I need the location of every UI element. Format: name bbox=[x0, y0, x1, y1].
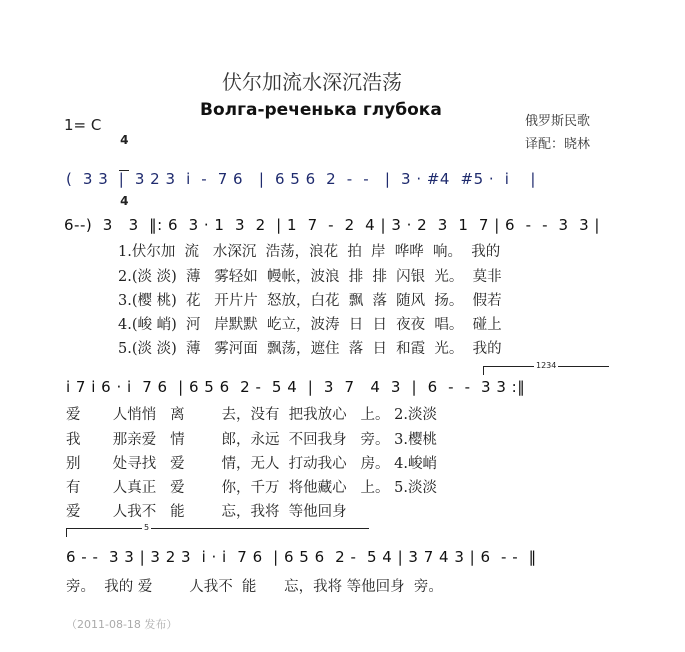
key-signature: 1= C bbox=[64, 116, 102, 134]
song-title-russian: Волга-реченька глубока bbox=[200, 100, 442, 120]
time-signature-bottom: 4 bbox=[120, 194, 129, 208]
music-line-1: ( 3 3 | 3 2 3 i - 7 6 | 6 5 6 2 - - | 3 · #4 #5 · i | bbox=[66, 170, 536, 188]
time-signature-top: 4 bbox=[120, 133, 129, 147]
lyric-line-3-5: 爱 人我不 能 忘，我将 等他回身 bbox=[66, 504, 347, 520]
lyric-verse-2: 2.(淡 淡) 薄 雾轻如 幔帐，波浪 排 排 闪银 光。 莫非 bbox=[118, 269, 502, 285]
music-line-4: 6 - - 3 3 | 3 2 3 i · i 7 6 | 6 5 6 2 - 5 4 | 3 7 4 3 | 6 - - ‖ bbox=[66, 548, 537, 566]
lyric-line-3-1: 爱 人悄悄 离 去，没有 把我放心 上。 2.淡淡 bbox=[66, 407, 437, 423]
volta-label: 5 bbox=[144, 523, 150, 532]
volta-label: 1234 bbox=[536, 361, 557, 370]
volta-bracket-1 bbox=[483, 361, 609, 375]
lyric-verse-5: 5.(淡 淡) 薄 雾河面 飘荡，遮住 落 日 和霞 光。 我的 bbox=[118, 341, 502, 357]
lyric-verse-3: 3.(樱 桃) 花 开片片 怒放，白花 飘 落 随风 扬。 假若 bbox=[118, 293, 502, 309]
song-origin: 俄罗斯民歌 bbox=[525, 114, 591, 129]
music-line-3: i 7 i 6 · i 7 6 | 6 5 6 2 - 5 4 | 3 7 4 3 | 6 - - 3 3 :‖ bbox=[66, 378, 526, 396]
music-line-2: 6--) 3 3 ‖: 6 3 · 1 3 2 | 1 7 - 2 4 | 3 · 2 3 1 7 | 6 - - 3 3 | bbox=[64, 216, 600, 234]
lyric-line-3-4: 有 人真正 爱 你，千万 将他藏心 上。 5.淡淡 bbox=[66, 480, 437, 496]
lyric-line-3-3: 别 处寻找 爱 情，无人 打动我心 房。 4.峻峭 bbox=[66, 456, 437, 472]
lyric-verse-4: 4.(峻 峭) 河 岸默默 屹立，波涛 日 日 夜夜 唱。 碰上 bbox=[118, 317, 502, 333]
lyric-verse-1: 1.伏尔加 流 水深沉 浩荡，浪花 拍 岸 哗哗 响。 我的 bbox=[118, 244, 501, 260]
song-title-chinese: 伏尔加流水深沉浩荡 bbox=[222, 70, 402, 94]
arranger-credit: 译配：晓林 bbox=[525, 137, 591, 152]
lyric-line-4: 旁。 我的 爱 人我不 能 忘，我将 等他回身 旁。 bbox=[66, 579, 443, 595]
publish-date: （2011-08-18 发布） bbox=[66, 618, 178, 631]
volta-bracket-2 bbox=[66, 523, 369, 537]
lyric-line-3-2: 我 那亲爱 情 郎，永远 不回我身 旁。 3.樱桃 bbox=[66, 432, 437, 448]
